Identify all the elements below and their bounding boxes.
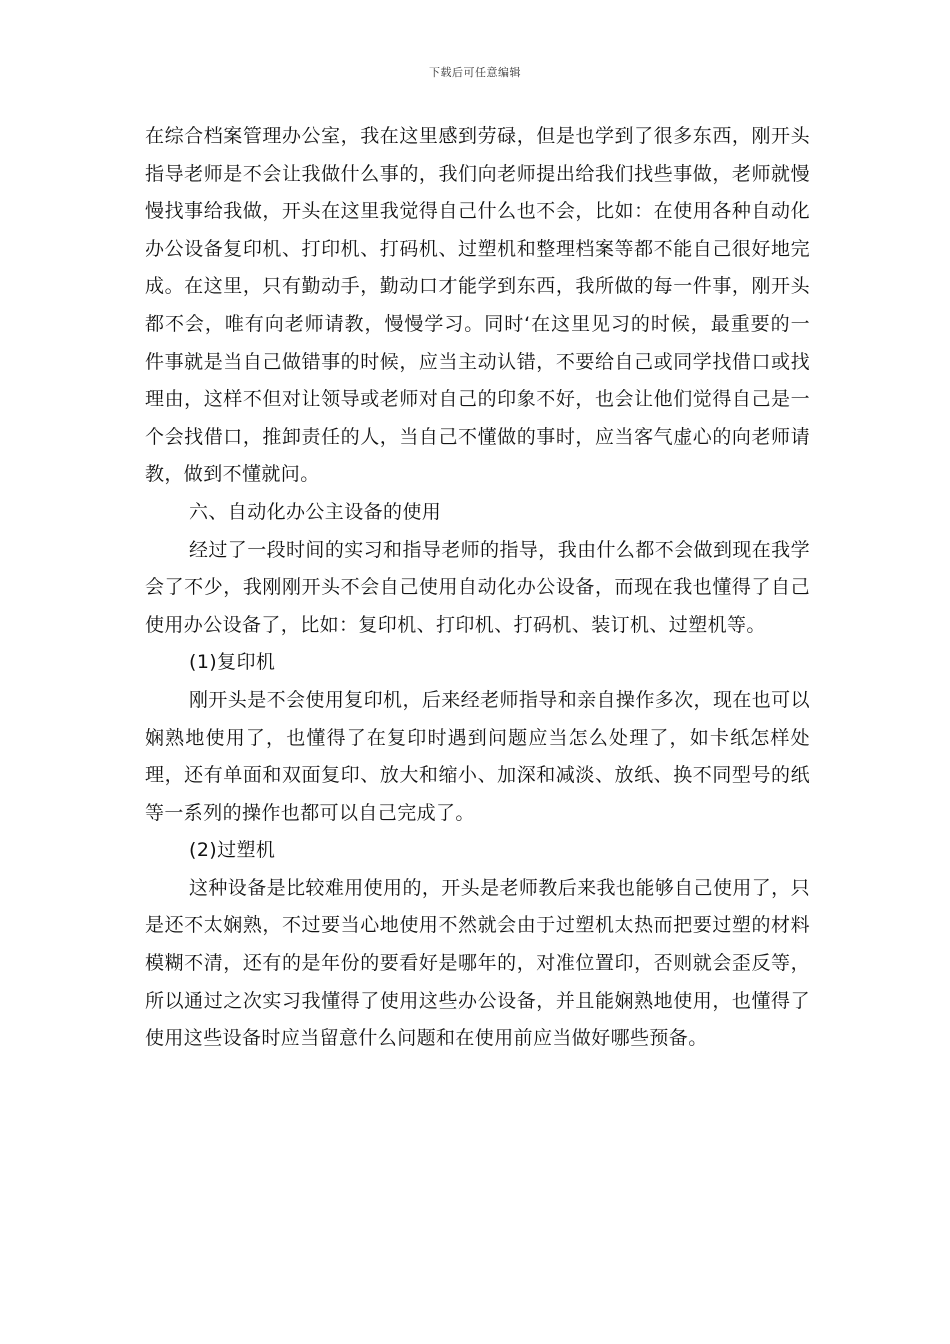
paragraph-laminator: 这种设备是比较难用使用的，开头是老师教后来我也能够自己使用了，只是还不太娴熟，不过要当心地使用不然就会由于过塑机太热而把要过塑的材料模糊不清，还有的是年份的要看好是哪年的，对准位置印，否则就会歪反等，所以通过之次实习我懂得了使用这些办公设备，并且能娴熟地使用，也懂得了使用这些设备时应当留意什么问题和在使用前应当做好哪些预备。 [145, 876, 810, 1050]
paragraph-office-experience: 在综合档案管理办公室，我在这里感到劳碌，但是也学到了很多东西，刚开头指导老师是不会让我做什么事的，我们向老师提出给我们找些事做，老师就慢慢找事给我做，开头在这里我觉得自己什么也不会，比如：在使用各种自动化办公设备复印机、打印机、打码机、过塑机和整理档案等都不能自己很好地完成。在这里，只有勤动手，勤动口才能学到东西，我所做的每一件事，刚开头都不会，唯有向老师请教，慢慢学习。同时‘在这里见习的时候，最重要的一件事就是当自己做错事的时候，应当主动认错，不要给自己或同学找借口或找理由，这样不但对让领导或老师对自己的印象不好，也会让他们觉得自己是一个会找借口，推卸责任的人，当自己不懂做的事时，应当客气虚心的向老师请教，做到不懂就问。 [145, 125, 810, 486]
subheading-copier: (1)复印机 [189, 651, 276, 674]
document-body [145, 118, 810, 1058]
section-heading-equipment: 六、自动化办公主设备的使用 [189, 500, 442, 523]
subheading-laminator: (2)过塑机 [189, 839, 276, 862]
paragraph-equipment-intro: 经过了一段时间的实习和指导老师的指导，我由什么都不会做到现在我学会了不少，我刚刚开头不会自己使用自动化办公设备，而现在我也懂得了自己使用办公设备了，比如：复印机、打印机、打码机、装订机、过塑机等。 [145, 538, 810, 636]
page-header: 下载后可任意编辑 [429, 66, 521, 79]
paragraph-copier: 刚开头是不会使用复印机，后来经老师指导和亲自操作多次，现在也可以娴熟地使用了，也懂得了在复印时遇到问题应当怎么处理了，如卡纸怎样处理，还有单面和双面复印、放大和缩小、加深和减淡、放纸、换不同型号的纸等一系列的操作也都可以自己完成了。 [145, 688, 810, 824]
